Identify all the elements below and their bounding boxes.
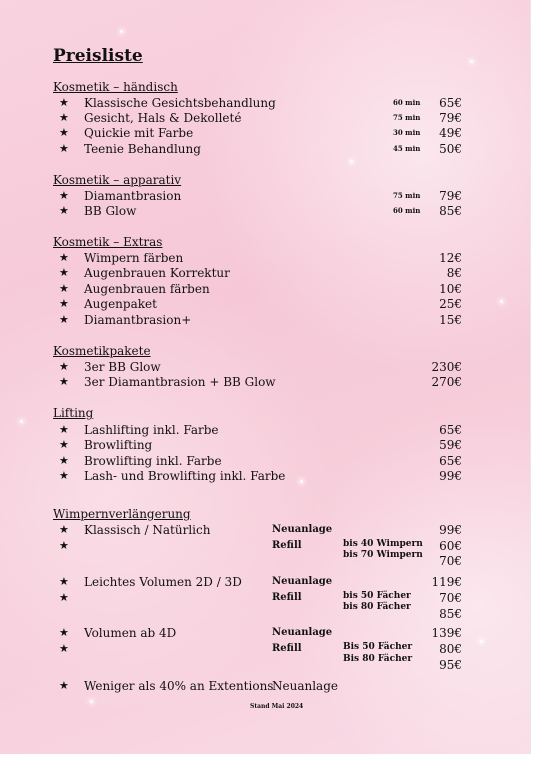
list-item xyxy=(0,312,530,328)
star-icon: ★ xyxy=(59,438,69,451)
item-name: Teenie Behandlung xyxy=(84,142,201,156)
list-item xyxy=(0,437,530,453)
item-duration: 60 min xyxy=(393,98,421,107)
sparkle xyxy=(120,30,123,33)
item-name: Diamantbrasion xyxy=(84,189,182,203)
section-heading-kosmetik-extras: Kosmetik – Extras xyxy=(53,235,163,249)
star-icon: ★ xyxy=(59,126,69,139)
item-name: Wimpern färben xyxy=(84,251,184,265)
star-icon: ★ xyxy=(59,626,69,639)
item-name: Quickie mit Farbe xyxy=(84,126,194,140)
list-item xyxy=(0,522,530,538)
star-icon: ★ xyxy=(59,375,69,388)
item-price: 79€ xyxy=(439,189,462,203)
footer-date: Stand Mai 2024 xyxy=(250,703,304,710)
star-icon: ★ xyxy=(59,313,69,326)
section-heading-kosmetik-haendisch: Kosmetik – händisch xyxy=(53,80,178,94)
refill-option: bis 70 Wimpern xyxy=(343,550,423,560)
star-icon: ★ xyxy=(59,282,69,295)
star-icon: ★ xyxy=(59,111,69,124)
item-price: 230€ xyxy=(431,360,462,374)
item-price: 15€ xyxy=(439,313,462,327)
item-price: 49€ xyxy=(439,126,462,140)
section-heading-kosmetikpakete: Kosmetikpakete xyxy=(53,344,151,358)
section-heading-wimpernverlaengerung: Wimpernverlängerung xyxy=(53,507,191,521)
list-item xyxy=(0,188,530,204)
item-name: Diamantbrasion+ xyxy=(84,313,192,327)
item-name: Weniger als 40% an Extentions xyxy=(84,679,274,693)
item-price: 50€ xyxy=(439,142,462,156)
sparkle xyxy=(350,160,353,163)
star-icon: ★ xyxy=(59,523,69,536)
star-icon: ★ xyxy=(59,142,69,155)
refill-option: bis 40 Wimpern xyxy=(343,539,423,549)
star-icon: ★ xyxy=(59,96,69,109)
item-name: Klassische Gesichtsbehandlung xyxy=(84,96,276,110)
item-name: Augenbrauen färben xyxy=(84,282,210,296)
item-name: Gesicht, Hals & Dekolleté xyxy=(84,111,242,125)
item-name: Augenbrauen Korrektur xyxy=(84,266,230,280)
item-duration: 60 min xyxy=(393,206,421,215)
sparkle xyxy=(470,60,473,63)
star-icon: ★ xyxy=(59,266,69,279)
star-icon: ★ xyxy=(59,360,69,373)
item-price: 85€ xyxy=(439,204,462,218)
refill-option: bis 50 Fächer xyxy=(343,591,411,601)
refill-option: Bis 50 Fächer xyxy=(343,642,413,652)
item-name: Lashlifting inkl. Farbe xyxy=(84,423,219,437)
list-item xyxy=(0,141,530,157)
item-name: Browlifting inkl. Farbe xyxy=(84,454,222,468)
list-item xyxy=(0,265,530,281)
refill-option: bis 80 Fächer xyxy=(343,602,411,612)
item-price: 65€ xyxy=(439,454,462,468)
item-duration: 45 min xyxy=(393,144,421,153)
list-item xyxy=(0,359,530,375)
item-name: BB Glow xyxy=(84,204,137,218)
list-item xyxy=(0,657,530,673)
list-item xyxy=(0,574,530,590)
list-item xyxy=(0,625,530,641)
item-price: 85€ xyxy=(439,607,462,621)
section-heading-lifting: Lifting xyxy=(53,406,94,420)
star-icon: ★ xyxy=(59,642,69,655)
neuanlage-label: Neuanlage xyxy=(272,679,338,693)
item-duration: 75 min xyxy=(393,113,421,122)
item-name: 3er BB Glow xyxy=(84,360,161,374)
item-name: Leichtes Volumen 2D / 3D xyxy=(84,575,242,589)
list-item xyxy=(0,95,530,111)
list-item xyxy=(0,422,530,438)
star-icon: ★ xyxy=(59,679,69,692)
list-item xyxy=(0,250,530,266)
item-price: 119€ xyxy=(431,575,462,589)
star-icon: ★ xyxy=(59,575,69,588)
item-name: Klassisch / Natürlich xyxy=(84,523,211,537)
item-name: Lash- und Browlifting inkl. Farbe xyxy=(84,469,286,483)
list-item xyxy=(0,296,530,312)
item-price: 139€ xyxy=(431,626,462,640)
section-heading-kosmetik-apparativ: Kosmetik – apparativ xyxy=(53,173,182,187)
item-price: 80€ xyxy=(439,642,462,656)
neuanlage-label: Neuanlage xyxy=(272,524,333,535)
refill-label: Refill xyxy=(272,592,302,603)
item-price: 65€ xyxy=(439,96,462,110)
list-item xyxy=(0,110,530,126)
star-icon: ★ xyxy=(59,189,69,202)
refill-label: Refill xyxy=(272,540,302,551)
neuanlage-label: Neuanlage xyxy=(272,627,333,638)
star-icon: ★ xyxy=(59,297,69,310)
item-price: 95€ xyxy=(439,658,462,672)
item-price: 8€ xyxy=(446,266,462,280)
item-name: Augenpaket xyxy=(84,297,157,311)
refill-option: Bis 80 Fächer xyxy=(343,654,413,664)
star-icon: ★ xyxy=(59,423,69,436)
item-name: 3er Diamantbrasion + BB Glow xyxy=(84,375,276,389)
star-icon: ★ xyxy=(59,591,69,604)
item-price: 79€ xyxy=(439,111,462,125)
list-item xyxy=(0,606,530,622)
item-name: Volumen ab 4D xyxy=(84,626,177,640)
neuanlage-label: Neuanlage xyxy=(272,576,333,587)
item-price: 65€ xyxy=(439,423,462,437)
refill-label: Refill xyxy=(272,643,302,654)
page-title: Preisliste xyxy=(53,46,143,66)
list-item xyxy=(0,468,530,484)
item-duration: 75 min xyxy=(393,191,421,200)
star-icon: ★ xyxy=(59,454,69,467)
item-price: 270€ xyxy=(431,375,462,389)
item-price: 99€ xyxy=(439,523,462,537)
star-icon: ★ xyxy=(59,469,69,482)
list-item xyxy=(0,553,530,569)
star-icon: ★ xyxy=(59,539,69,552)
list-item xyxy=(0,678,530,694)
item-price: 99€ xyxy=(439,469,462,483)
item-price: 12€ xyxy=(439,251,462,265)
list-item xyxy=(0,125,530,141)
item-price: 10€ xyxy=(439,282,462,296)
item-name: Browlifting xyxy=(84,438,153,452)
list-item xyxy=(0,374,530,390)
item-price: 25€ xyxy=(439,297,462,311)
item-duration: 30 min xyxy=(393,128,421,137)
list-item xyxy=(0,281,530,297)
item-price: 70€ xyxy=(439,554,462,568)
star-icon: ★ xyxy=(59,251,69,264)
list-item xyxy=(0,203,530,219)
list-item xyxy=(0,453,530,469)
sparkle xyxy=(90,700,93,703)
star-icon: ★ xyxy=(59,204,69,217)
item-price: 60€ xyxy=(439,539,462,553)
item-price: 59€ xyxy=(439,438,462,452)
item-price: 70€ xyxy=(439,591,462,605)
